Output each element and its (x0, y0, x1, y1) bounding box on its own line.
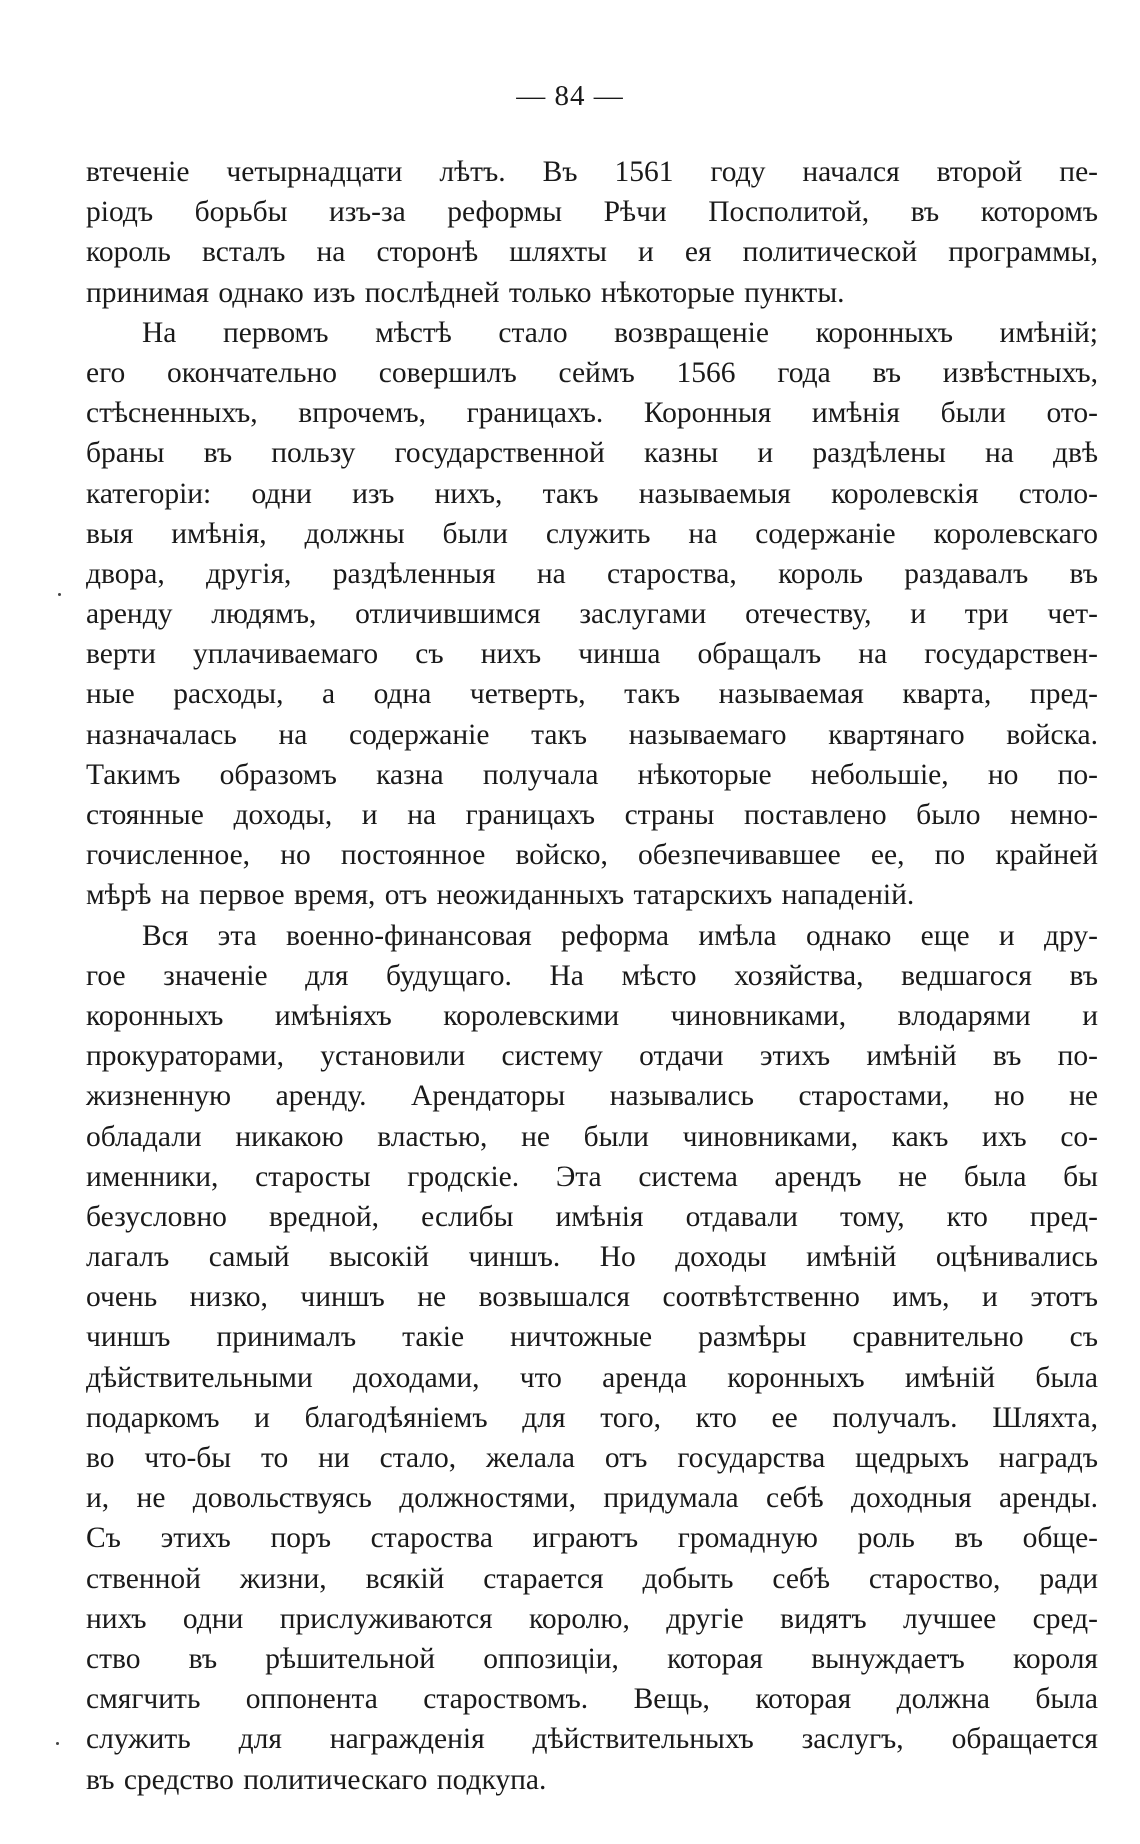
text-line: Вся эта военно-финансовая реформа имѣла однако еще и дру- (142, 919, 1098, 952)
paragraph (86, 152, 1098, 313)
text-line: принимая однако изъ послѣдней только нѣкоторые пункты. (86, 276, 845, 309)
text-line: стоянные доходы, и на границахъ страны поставлено было немно- (86, 799, 1098, 831)
text-line: втеченіе четырнадцати лѣтъ. Въ 1561 году начался второй пе- (86, 156, 1098, 188)
text-line: и, не довольствуясь должностями, придумала себѣ доходныя аренды. (86, 1482, 1098, 1515)
text-line: король всталъ на сторонѣ шляхты и ея политической программы, (86, 236, 1098, 269)
text-line: Съ этихъ поръ староства играютъ громадную роль въ обще- (86, 1522, 1098, 1555)
text-line: лагалъ самый высокій чиншъ. Но доходы имѣній оцѣнивались (86, 1241, 1098, 1274)
text-line: категоріи: одни изъ нихъ, такъ называемыя королевскія столо- (86, 477, 1098, 510)
text-line: выя имѣнія, должны были служить на содержаніе королевскаго (86, 517, 1098, 550)
text-line: очень низко, чиншъ не возвышался соотвѣтственно имъ, и этотъ (86, 1281, 1098, 1314)
text-line: именники, старосты гродскіе. Эта система арендъ не была бы (86, 1160, 1098, 1193)
text-line: прокураторами, установили систему отдачи этихъ имѣній въ по- (86, 1040, 1098, 1073)
text-line: На первомъ мѣстѣ стало возвращеніе коронныхъ имѣній; (142, 316, 1098, 349)
paragraph (86, 916, 1098, 1800)
scan-speck (56, 1742, 59, 1745)
text-line: подаркомъ и благодѣяніемъ для того, кто ее получалъ. Шляхта, (86, 1401, 1098, 1434)
text-line: ріодъ борьбы изъ-за реформы Рѣчи Посполитой, въ которомъ (86, 196, 1098, 229)
text-line: въ средство политическаго подкупа. (86, 1763, 547, 1796)
text-line: двора, другія, раздѣленныя на староства, король раздавалъ въ (86, 557, 1098, 590)
text-line: мѣрѣ на первое время, отъ неожиданныхъ татарскихъ нападеній. (86, 879, 915, 912)
text-line: Такимъ образомъ казна получала нѣкоторые небольшіе, но по- (86, 758, 1098, 791)
text-line: верти уплачиваемаго съ нихъ чинша обращалъ на государствен- (86, 638, 1098, 671)
text-line: ственной жизни, всякій старается добыть себѣ староство, ради (86, 1562, 1098, 1595)
body-text (86, 152, 1098, 1800)
text-line: гое значеніе для будущаго. На мѣсто хозяйства, ведшагося въ (86, 959, 1098, 992)
text-line: безусловно вредной, еслибы имѣнія отдавали тому, кто пред- (86, 1200, 1098, 1233)
text-line: чиншъ принималъ такіе ничтожные размѣры сравнительно съ (86, 1321, 1098, 1354)
text-line: браны въ пользу государственной казны и раздѣлены на двѣ (86, 437, 1098, 470)
scan-speck (58, 593, 61, 596)
text-line: во что-бы то ни стало, желала отъ государства щедрыхъ наградъ (86, 1442, 1098, 1474)
text-line: ство въ рѣшительной оппозиціи, которая вынуждаетъ короля (86, 1642, 1098, 1675)
text-line: жизненную аренду. Арендаторы назывались старостами, но не (86, 1080, 1098, 1113)
text-line: его окончательно совершилъ сеймъ 1566 года въ извѣстныхъ, (86, 356, 1098, 389)
text-line: дѣйствительными доходами, что аренда коронныхъ имѣній была (86, 1361, 1098, 1394)
text-line: гочисленное, но постоянное войско, обезпечивавшее ее, по крайней (86, 839, 1098, 872)
text-line: обладали никакою властью, не были чиновниками, какъ ихъ со- (86, 1120, 1098, 1153)
text-line: смягчить оппонента староствомъ. Вещь, которая должна была (86, 1683, 1098, 1716)
text-line: коронныхъ имѣніяхъ королевскими чиновниками, влодарями и (86, 999, 1098, 1032)
text-line: стѣсненныхъ, впрочемъ, границахъ. Коронныя имѣнія были ото- (86, 397, 1098, 430)
paragraph (86, 313, 1098, 916)
text-line: ные расходы, а одна четверть, такъ называемая кварта, пред- (86, 678, 1098, 711)
text-line: аренду людямъ, отличившимся заслугами отечеству, и три чет- (86, 598, 1098, 631)
text-line: служить для награжденія дѣйствительныхъ заслугъ, обращается (86, 1723, 1098, 1756)
text-line: нихъ одни прислуживаются королю, другіе видятъ лучшее сред- (86, 1602, 1098, 1635)
page-number: — 84 — (516, 80, 624, 112)
text-line: назначалась на содержаніе такъ называемаго квартянаго войска. (86, 718, 1098, 751)
